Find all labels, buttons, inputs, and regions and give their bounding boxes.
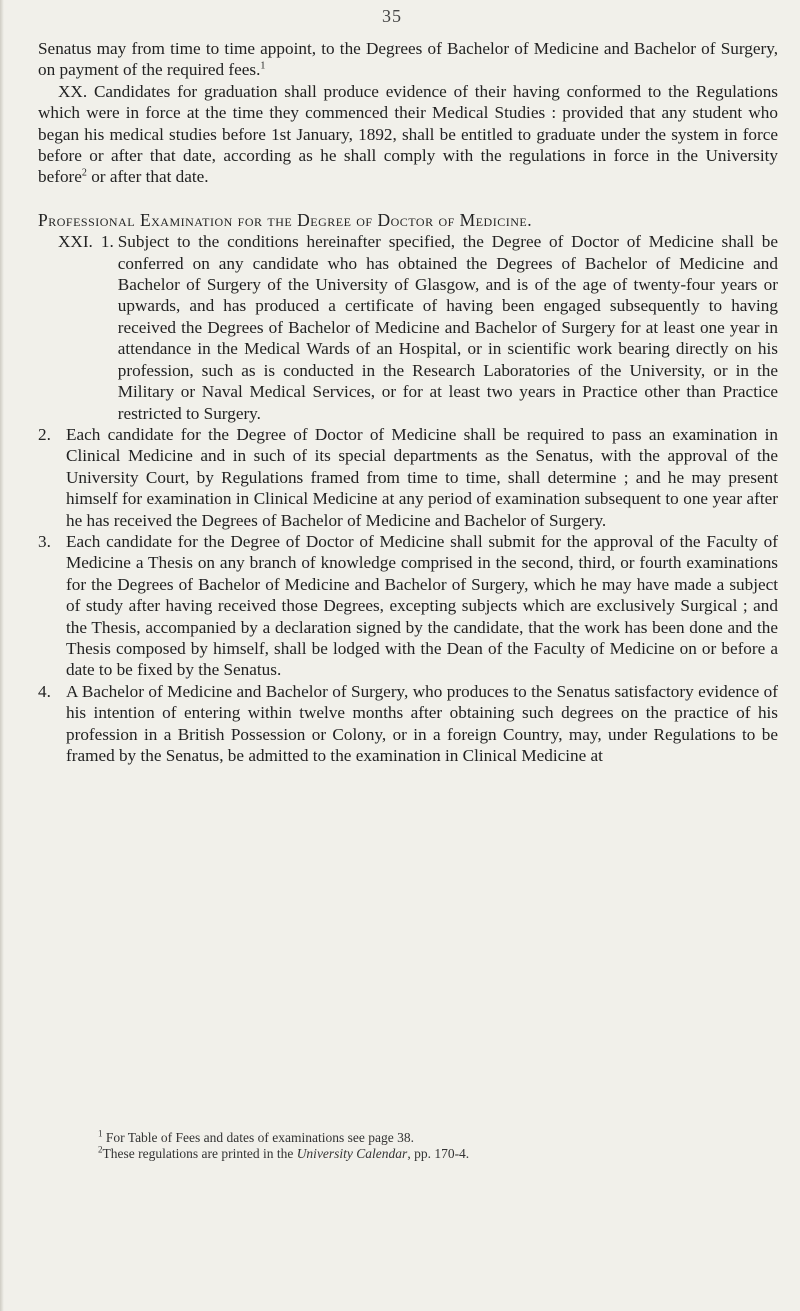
footnote-1: [98, 1130, 778, 1146]
footnote-2: [98, 1146, 778, 1162]
clause-number: 4.: [38, 681, 51, 701]
intro-paragraph-1-text: Senatus may from time to time appoint, to the Degrees of Bachelor of Medicine and Bachelor of Surgery, on payment of the required fees.: [38, 39, 778, 80]
footnote-text: These regulations are printed in the: [102, 1146, 297, 1161]
clause-number: 2.: [38, 424, 51, 444]
clause-item: [38, 531, 778, 681]
clause-list: [38, 231, 778, 766]
clause-item: [38, 231, 778, 424]
footnotes: [98, 1130, 778, 1162]
intro-paragraph-1: [38, 38, 778, 81]
footnote-mark: 1: [98, 1128, 103, 1139]
footnote-ref-2[interactable]: 2: [81, 167, 87, 179]
clause-text: Each candidate for the Degree of Doctor of Medicine shall be required to pass an examination in Clinical Medicine and in such of its special departments as the Senatus, with the approval of the University Court, by Regulations framed from time to time, shall determine ; and he may present himself for examination in Clinical Medicine at any period of examination subsequent to one year after he has received the Degrees of Bachelor of Medicine and Bachelor of Surgery.: [66, 424, 778, 530]
footnote-ref-1[interactable]: 1: [260, 60, 266, 72]
clause-text: Subject to the conditions hereinafter specified, the Degree of Doctor of Medicine shall be conferred on any candidate who has obtained the Degrees of Bachelor of Medicine and Bachelor of Surgery of the University of Glasgow, and is of the age of twenty-four years or upwards, and has produced a certificate of having been engaged subsequently to having received the Degrees of Bachelor of Medicine and Bachelor of Surgery for at least one year in attendance in the Medical Wards of an Hospital, or in scientific work bearing directly on his profession, such as is conducted in the Research Laboratories of the University, or in the Military or Naval Medical Services, or for at least two years in Practice other than Practice restricted to Surgery.: [117, 232, 778, 423]
paragraph-number-xxi: XXI.: [58, 232, 93, 252]
clause-number: 3.: [38, 531, 51, 551]
footnote-text-tail: , pp. 170-4.: [407, 1146, 470, 1161]
footnote-text: For Table of Fees and dates of examinations see page 38.: [105, 1130, 414, 1145]
intro-paragraph-2-text: Candidates for graduation shall produce evidence of their having conformed to the Regulations which were in force at the time they commenced their Medical Studies : provided that any student who began his medical studies before 1st January, 1892, shall be entitled to graduate under the system in force before or after that date, according as he shall comply with the regulations in force in the University before: [38, 81, 778, 187]
section-heading: Professional Examination for the Degree of Doctor of Medicine.: [38, 209, 533, 230]
intro-paragraph-2: [38, 81, 778, 188]
clause-item: [38, 424, 778, 531]
page-number: 35: [382, 6, 402, 26]
clause-item: [38, 681, 778, 767]
clause-text: A Bachelor of Medicine and Bachelor of Surgery, who produces to the Senatus satisfactory evidence of his intention of entering within twelve months after obtaining such degrees on the practice of his profession in a British Possession or Colony, or in a foreign Country, may, under Regulations to be framed by the Senatus, be admitted to the examination in Clinical Medicine at: [66, 681, 778, 765]
body-text: [38, 38, 778, 766]
clause-text: Each candidate for the Degree of Doctor of Medicine shall submit for the approval of the Faculty of Medicine a Thesis on any branch of knowledge comprised in the second, third, or fourth examinations for the Degrees of Bachelor of Medicine and Bachelor of Surgery, which he may have made a subject of study after having received those Degrees, excepting subjects which are exclusively Surgical ; and the Thesis, accompanied by a declaration signed by the candidate, that the work has been done and the Thesis composed by himself, shall be lodged with the Dean of the Faculty of Medicine on or before a date to be fixed by the Senatus.: [66, 531, 778, 680]
footnote-mark: 2: [98, 1144, 103, 1155]
paragraph-number-xx: XX.: [58, 81, 88, 101]
clause-number: 1.: [100, 232, 114, 252]
intro-paragraph-2-tail: or after that date.: [86, 167, 209, 187]
calendar-title: University Calendar: [296, 1146, 408, 1161]
